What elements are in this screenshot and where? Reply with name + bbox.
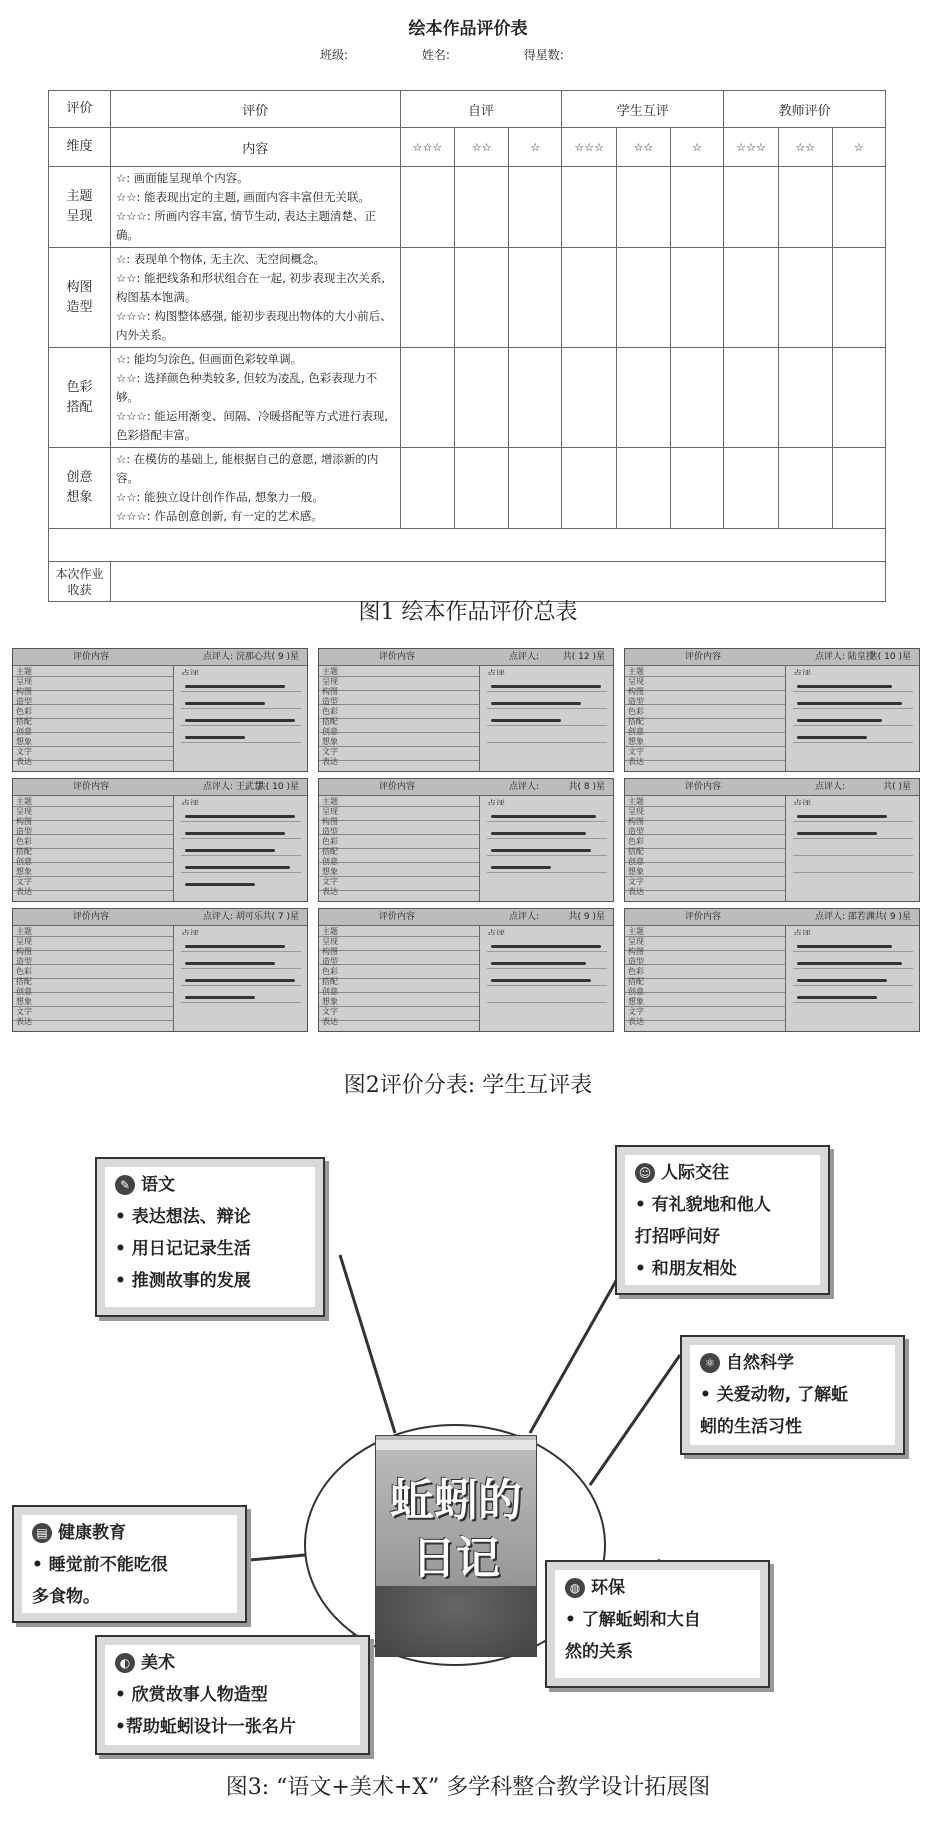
- handwriting-stroke: [491, 832, 586, 835]
- handwriting-stroke: [797, 832, 877, 835]
- card-dimension-label: 创意: [322, 727, 338, 736]
- card-dimension-label: 搭配: [322, 847, 338, 856]
- card-dimension-label: 呈现: [16, 677, 32, 686]
- atom-icon: ⚛: [700, 1353, 720, 1373]
- review-card: [318, 778, 614, 902]
- card-header-label: 评价内容: [685, 912, 722, 922]
- card-stars: 共( 10 )星: [256, 782, 299, 792]
- card-dimension-label: 构图: [322, 947, 338, 956]
- people-icon: ☺: [635, 1163, 655, 1183]
- star-level-1: ☆: [670, 128, 723, 167]
- card-dimension-label: 构图: [16, 817, 32, 826]
- review-card: [12, 778, 308, 902]
- card-dimension-label: 想象: [322, 997, 338, 1006]
- dimension-cell: 主题 呈现: [49, 167, 111, 248]
- card-dimension-label: 构图: [628, 947, 644, 956]
- card-dimension-label: 搭配: [322, 717, 338, 726]
- node-jiankang: ▤ 健康教育 • 睡觉前不能吃很 多食物。: [12, 1505, 247, 1623]
- card-dimension-label: 文字: [322, 1007, 338, 1016]
- handwriting-stroke: [797, 962, 902, 965]
- table-row: [49, 448, 886, 529]
- header-teacher: 教师评价: [724, 91, 886, 128]
- card-dimension-label: 想象: [322, 737, 338, 746]
- card-header-label: 评价内容: [379, 652, 416, 662]
- card-dimension-label: 主题: [628, 797, 644, 806]
- star-level-1: ☆: [509, 128, 562, 167]
- node-huanbao: ◍ 环保 • 了解蚯蚓和大自 然的关系: [545, 1560, 770, 1688]
- card-dimension-label: 表达: [628, 887, 644, 896]
- content-cell: ☆: 能均匀涂色, 但画面色彩较单调。 ☆☆: 选择颜色种类较多, 但较为凌乱, 色彩表现力不够。 ☆☆☆: 能运用渐变、间隔、冷暖搭配等方式进行表现, 色彩搭配丰富。: [110, 348, 400, 448]
- card-dimension-label: 表达: [322, 1017, 338, 1026]
- card-header: [319, 779, 613, 796]
- card-dimension-label: 主题: [16, 667, 32, 676]
- handwriting-stroke: [797, 685, 892, 688]
- connector-ziran: [590, 1355, 680, 1485]
- card-stars: 共( 10 )星: [868, 652, 911, 662]
- palette-icon: ◐: [115, 1653, 135, 1673]
- header-content-2: 内容: [110, 128, 400, 167]
- handwriting-stroke: [185, 866, 290, 869]
- card-dimension-label: 主题: [628, 927, 644, 936]
- card-header: [625, 779, 919, 796]
- card-header-label: 评价内容: [73, 652, 110, 662]
- card-reviewer: 点评人: 陆皇投: [815, 652, 875, 662]
- card-dimension-label: 想象: [16, 867, 32, 876]
- handwriting-stroke: [491, 702, 581, 705]
- handwriting-stroke: [185, 832, 285, 835]
- card-dimension-label: 搭配: [16, 977, 32, 986]
- star-level-1: ☆: [832, 128, 885, 167]
- card-dimension-label: 色彩: [628, 707, 644, 716]
- handwriting-stroke: [491, 866, 551, 869]
- card-dimension-label: 呈现: [322, 937, 338, 946]
- connector-yuwen: [340, 1255, 395, 1433]
- card-dimension-label: 创意: [628, 987, 644, 996]
- handwriting-stroke: [185, 883, 255, 886]
- card-dimension-label: 创意: [322, 857, 338, 866]
- card-dimension-label: 造型: [628, 827, 644, 836]
- card-header: [13, 779, 307, 796]
- card-dimension-label: 造型: [322, 697, 338, 706]
- handwriting-stroke: [491, 979, 591, 982]
- card-dimension-label: 文字: [628, 747, 644, 756]
- card-dimension-label: 想象: [16, 737, 32, 746]
- review-card: [318, 908, 614, 1032]
- card-dimension-label: 色彩: [628, 967, 644, 976]
- card-reviewer: 点评人:: [509, 652, 540, 662]
- card-dimension-label: 创意: [16, 727, 32, 736]
- card-dimension-label: 主题: [322, 667, 338, 676]
- card-stars: 共( 9 )星: [874, 912, 911, 922]
- card-dimension-label: 造型: [322, 957, 338, 966]
- card-stars: 共( 7 )星: [262, 912, 299, 922]
- handwriting-stroke: [185, 945, 285, 948]
- card-dimension-label: 创意: [628, 857, 644, 866]
- card-dimension-label: 呈现: [16, 937, 32, 946]
- review-card: [12, 648, 308, 772]
- header-content-1: 评价: [110, 91, 400, 128]
- card-dimension-label: 主题: [628, 667, 644, 676]
- card-dimension-label: 色彩: [322, 967, 338, 976]
- card-dimension-label: 表达: [16, 1017, 32, 1026]
- card-stars: 共( 8 )星: [568, 782, 605, 792]
- card-dimension-label: 文字: [628, 877, 644, 886]
- card-dimension-label: 搭配: [16, 717, 32, 726]
- handwriting-stroke: [185, 849, 275, 852]
- form-meta: [320, 46, 634, 63]
- figure2-caption: 图2评价分表: 学生互评表: [343, 1073, 593, 1098]
- content-cell: ☆: 在模仿的基础上, 能根据自己的意愿, 增添新的内容。 ☆☆: 能独立设计创作作品, 想象力一般。 ☆☆☆: 作品创意创新, 有一定的艺术感。: [110, 448, 400, 529]
- card-dimension-label: 表达: [16, 887, 32, 896]
- card-dimension-label: 色彩: [16, 967, 32, 976]
- handwriting-stroke: [797, 702, 902, 705]
- card-dimension-label: 想象: [628, 737, 644, 746]
- handwriting-stroke: [797, 945, 892, 948]
- card-dimension-label: 创意: [628, 727, 644, 736]
- star-level-3: ☆☆☆: [400, 128, 455, 167]
- figure1-caption: 图1 绘本作品评价总表: [358, 600, 578, 625]
- card-dimension-label: 文字: [322, 747, 338, 756]
- book-title-line1: 蚯蚓的: [390, 1475, 522, 1526]
- handwriting-stroke: [185, 719, 295, 722]
- card-dimension-label: 表达: [16, 757, 32, 766]
- card-header-label: 评价内容: [379, 782, 416, 792]
- card-dimension-label: 色彩: [322, 837, 338, 846]
- card-dimension-label: 文字: [16, 747, 32, 756]
- handwriting-stroke: [185, 815, 295, 818]
- card-stars: 共( 12 )星: [562, 652, 605, 662]
- card-dimension-label: 文字: [628, 1007, 644, 1016]
- card-reviewer: 点评人:: [509, 912, 540, 922]
- handwriting-stroke: [797, 996, 877, 999]
- card-dimension-label: 构图: [322, 817, 338, 826]
- card-dimension-label: 创意: [16, 857, 32, 866]
- card-dimension-label: 构图: [628, 687, 644, 696]
- card-dimension-label: 构图: [16, 687, 32, 696]
- mind-map: [0, 1115, 936, 1765]
- card-header: [13, 649, 307, 666]
- card-dimension-label: 构图: [322, 687, 338, 696]
- card-dimension-label: 文字: [16, 877, 32, 886]
- card-dimension-label: 主题: [16, 797, 32, 806]
- card-dimension-label: 主题: [322, 927, 338, 936]
- card-dimension-label: 创意: [16, 987, 32, 996]
- card-dimension-label: 文字: [322, 877, 338, 886]
- card-dimension-label: 主题: [322, 797, 338, 806]
- connector-renji: [530, 1265, 625, 1433]
- card-dimension-label: 主题: [16, 927, 32, 936]
- handwriting-stroke: [797, 719, 882, 722]
- handwriting-stroke: [185, 736, 245, 739]
- card-header: [319, 909, 613, 926]
- card-dimension-label: 构图: [16, 947, 32, 956]
- card-reviewer: 点评人:: [815, 782, 846, 792]
- figure3-caption: 图3: “语文+美术+X” 多学科整合教学设计拓展图: [225, 1775, 711, 1800]
- book-icon: ▤: [32, 1523, 52, 1543]
- dimension-cell: 色彩 搭配: [49, 348, 111, 448]
- node-ziran: ⚛ 自然科学 • 关爱动物, 了解蚯 蚓的生活习性: [680, 1335, 905, 1455]
- card-dimension-label: 造型: [16, 957, 32, 966]
- header-self: 自评: [400, 91, 562, 128]
- card-header-label: 评价内容: [379, 912, 416, 922]
- star-level-2: ☆☆: [778, 128, 832, 167]
- card-dimension-label: 造型: [628, 957, 644, 966]
- header-peer: 学生互评: [562, 91, 724, 128]
- node-yuwen: ✎ 语文 • 表达想法、辩论 • 用日记记录生活 • 推测故事的发展: [95, 1157, 325, 1317]
- dimension-cell: 创意 想象: [49, 448, 111, 529]
- book-cover: [375, 1435, 537, 1657]
- harvest-label: 本次作业 收获: [49, 562, 111, 602]
- handwriting-stroke: [491, 849, 591, 852]
- card-header-label: 评价内容: [685, 782, 722, 792]
- node-renji: ☺ 人际交往 • 有礼貌地和他人 打招呼问好 • 和朋友相处: [615, 1145, 830, 1295]
- table-row: [49, 348, 886, 448]
- card-header: [13, 909, 307, 926]
- dimension-cell: 构图 造型: [49, 248, 111, 348]
- card-dimension-label: 色彩: [322, 707, 338, 716]
- review-card: [318, 648, 614, 772]
- card-dimension-label: 呈现: [322, 807, 338, 816]
- header-dimension-2: 维度: [49, 128, 111, 167]
- card-dimension-label: 搭配: [628, 977, 644, 986]
- card-dimension-label: 表达: [322, 887, 338, 896]
- card-reviewer: 点评人: 浣那心: [203, 652, 263, 662]
- header-dimension-1: 评价: [49, 91, 111, 128]
- content-cell: ☆: 表现单个物体, 无主次、无空间概念。 ☆☆: 能把线条和形状组合在一起, 初步表现主次关系, 构图基本饱满。 ☆☆☆: 构图整体感强, 能初步表现出物体的大小前后、内外关系。: [110, 248, 400, 348]
- card-dimension-label: 色彩: [628, 837, 644, 846]
- card-reviewer: 点评人: 邵若渊: [815, 912, 875, 922]
- card-dimension-label: 搭配: [322, 977, 338, 986]
- handwriting-stroke: [185, 685, 285, 688]
- handwriting-stroke: [491, 815, 596, 818]
- content-cell: ☆: 画面能呈现单个内容。 ☆☆: 能表现出定的主题, 画面内容丰富但无关联。 ☆☆☆: 所画内容丰富, 情节生动, 表达主题清楚、正确。: [110, 167, 400, 248]
- card-reviewer: 点评人:: [509, 782, 540, 792]
- handwriting-stroke: [797, 815, 887, 818]
- star-level-2: ☆☆: [616, 128, 670, 167]
- globe-icon: ◍: [565, 1578, 585, 1598]
- figure1-title: 绘本作品评价表: [408, 19, 528, 39]
- handwriting-stroke: [491, 719, 561, 722]
- handwriting-stroke: [185, 979, 295, 982]
- class-label: 班级:: [320, 48, 349, 62]
- handwriting-stroke: [185, 702, 265, 705]
- card-dimension-label: 表达: [628, 757, 644, 766]
- card-dimension-label: 呈现: [628, 937, 644, 946]
- card-dimension-label: 呈现: [322, 677, 338, 686]
- card-dimension-label: 造型: [16, 697, 32, 706]
- card-header-label: 评价内容: [685, 652, 722, 662]
- handwriting-stroke: [185, 996, 255, 999]
- card-dimension-label: 想象: [628, 867, 644, 876]
- blank-row: [49, 529, 886, 562]
- card-dimension-label: 搭配: [16, 847, 32, 856]
- card-stars: 共( )星: [883, 782, 911, 792]
- card-header-label: 评价内容: [73, 782, 110, 792]
- card-dimension-label: 呈现: [628, 807, 644, 816]
- review-card: [624, 648, 920, 772]
- table-row: [49, 167, 886, 248]
- stars-label: 得星数:: [523, 48, 564, 62]
- card-dimension-label: 表达: [322, 757, 338, 766]
- card-stars: 共( 9 )星: [262, 652, 299, 662]
- card-dimension-label: 文字: [16, 1007, 32, 1016]
- card-dimension-label: 想象: [322, 867, 338, 876]
- evaluation-table: [48, 90, 886, 602]
- handwriting-stroke: [491, 685, 601, 688]
- handwriting-stroke: [491, 945, 601, 948]
- table-row: [49, 248, 886, 348]
- star-level-3: ☆☆☆: [562, 128, 617, 167]
- review-card: [12, 908, 308, 1032]
- card-header: [625, 649, 919, 666]
- node-meishu: ◐ 美术 • 欣赏故事人物造型 •帮助蚯蚓设计一张名片: [95, 1635, 370, 1755]
- connector-jiankang: [250, 1555, 305, 1560]
- card-dimension-label: 造型: [16, 827, 32, 836]
- review-card: [624, 908, 920, 1032]
- card-header-label: 评价内容: [73, 912, 110, 922]
- book-title-line2: 日记: [412, 1533, 500, 1584]
- card-header: [625, 909, 919, 926]
- card-stars: 共( 9 )星: [568, 912, 605, 922]
- card-dimension-label: 造型: [322, 827, 338, 836]
- peer-review-sheets: [12, 648, 926, 1048]
- card-dimension-label: 呈现: [16, 807, 32, 816]
- card-dimension-label: 搭配: [628, 717, 644, 726]
- handwriting-stroke: [797, 736, 867, 739]
- card-dimension-label: 呈现: [628, 677, 644, 686]
- pencil-icon: ✎: [115, 1175, 135, 1195]
- card-dimension-label: 想象: [16, 997, 32, 1006]
- card-dimension-label: 创意: [322, 987, 338, 996]
- card-dimension-label: 表达: [628, 1017, 644, 1026]
- card-header: [319, 649, 613, 666]
- handwriting-stroke: [491, 962, 586, 965]
- card-dimension-label: 搭配: [628, 847, 644, 856]
- handwriting-stroke: [185, 962, 275, 965]
- card-dimension-label: 造型: [628, 697, 644, 706]
- card-dimension-label: 想象: [628, 997, 644, 1006]
- card-reviewer: 点评人: 王武慧: [203, 782, 263, 792]
- card-reviewer: 点评人: 胡可乐: [203, 912, 263, 922]
- review-card: [624, 778, 920, 902]
- name-label: 姓名:: [421, 48, 450, 62]
- card-dimension-label: 色彩: [16, 837, 32, 846]
- star-level-2: ☆☆: [455, 128, 509, 167]
- card-dimension-label: 色彩: [16, 707, 32, 716]
- star-level-3: ☆☆☆: [724, 128, 779, 167]
- handwriting-stroke: [797, 979, 887, 982]
- card-dimension-label: 构图: [628, 817, 644, 826]
